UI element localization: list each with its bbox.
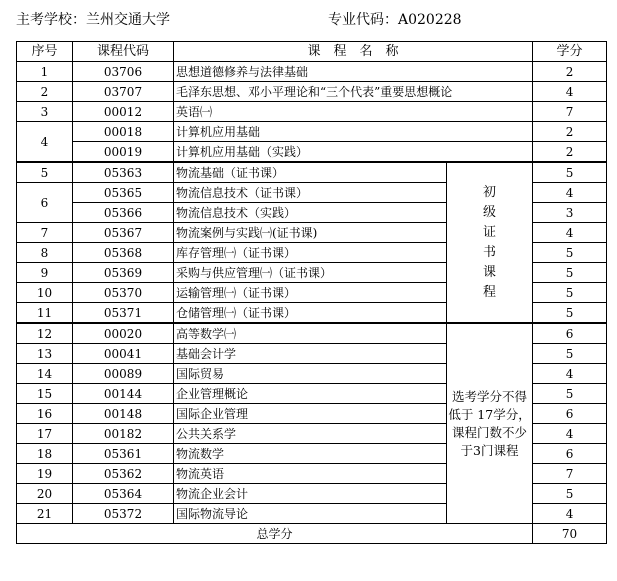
- row-no: 10: [17, 283, 73, 303]
- row-no: 5: [17, 162, 73, 183]
- row-no: 18: [17, 444, 73, 464]
- table-row: [17, 102, 607, 122]
- row-credit: 5: [533, 303, 607, 324]
- note-char: 书: [483, 244, 497, 260]
- row-course-name: 毛泽东思想、邓小平理论和“三个代表”重要思想概论: [174, 82, 533, 102]
- row-code: 05371: [73, 303, 174, 324]
- row-credit: 5: [533, 344, 607, 364]
- row-no: 1: [17, 62, 73, 82]
- row-course-name: 企业管理概论: [174, 384, 447, 404]
- row-course-name: 仓储管理㈠（证书课）: [174, 303, 447, 324]
- row-course-name: 物流企业会计: [174, 484, 447, 504]
- row-course-name: 国际物流导论: [174, 504, 447, 524]
- row-no: 20: [17, 484, 73, 504]
- row-no: 21: [17, 504, 73, 524]
- major-code-label: 专业代码：A020228: [328, 12, 462, 28]
- row-course-name: 国际贸易: [174, 364, 447, 384]
- table-row: [17, 122, 607, 142]
- row-no: 4: [17, 122, 73, 163]
- row-course-name: 思想道德修养与法律基础: [174, 62, 533, 82]
- row-course-name: 高等数学㈠: [174, 323, 447, 344]
- row-code: 05368: [73, 243, 174, 263]
- row-no: 2: [17, 82, 73, 102]
- row-no: 14: [17, 364, 73, 384]
- row-course-name: 物流英语: [174, 464, 447, 484]
- row-no: 19: [17, 464, 73, 484]
- row-code: 05363: [73, 162, 174, 183]
- row-credit: 5: [533, 243, 607, 263]
- row-credit: 4: [533, 364, 607, 384]
- row-course-name: 英语㈠: [174, 102, 533, 122]
- row-course-name: 计算机应用基础: [174, 122, 533, 142]
- row-code: 05366: [73, 203, 174, 223]
- row-credit: 5: [533, 484, 607, 504]
- table-row: [17, 62, 607, 82]
- course-table: [16, 41, 607, 544]
- row-credit: 4: [533, 223, 607, 243]
- row-credit: 4: [533, 504, 607, 524]
- row-no: 12: [17, 323, 73, 344]
- row-no: 15: [17, 384, 73, 404]
- row-code: 00144: [73, 384, 174, 404]
- row-code: 05370: [73, 283, 174, 303]
- table-row: [17, 142, 607, 163]
- row-code: 05364: [73, 484, 174, 504]
- row-code: 00020: [73, 323, 174, 344]
- row-credit: 5: [533, 384, 607, 404]
- row-no: 13: [17, 344, 73, 364]
- row-course-name: 国际企业管理: [174, 404, 447, 424]
- row-course-name: 采购与供应管理㈠（证书课）: [174, 263, 447, 283]
- row-course-name: 计算机应用基础（实践）: [174, 142, 533, 163]
- row-credit: 3: [533, 203, 607, 223]
- table-row: [17, 323, 607, 344]
- row-code: 00148: [73, 404, 174, 424]
- col-header-name: 课 程 名 称: [174, 42, 533, 62]
- note-char: 证: [483, 224, 497, 240]
- row-course-name: 物流案例与实践㈠(证书课): [174, 223, 447, 243]
- row-no: 3: [17, 102, 73, 122]
- row-course-name: 公共关系学: [174, 424, 447, 444]
- row-credit: 5: [533, 162, 607, 183]
- total-row: [17, 524, 607, 544]
- row-credit: 7: [533, 464, 607, 484]
- row-code: 03706: [73, 62, 174, 82]
- table-row: [17, 82, 607, 102]
- row-code: 00018: [73, 122, 174, 142]
- total-label: 总学分: [17, 524, 533, 544]
- row-credit: 4: [533, 183, 607, 203]
- row-credit: 6: [533, 404, 607, 424]
- total-credit: 70: [533, 524, 607, 544]
- row-course-name: 库存管理㈠（证书课）: [174, 243, 447, 263]
- row-code: 05369: [73, 263, 174, 283]
- col-header-no: 序号: [17, 42, 73, 62]
- row-course-name: 物流数学: [174, 444, 447, 464]
- row-credit: 2: [533, 62, 607, 82]
- row-code: 00182: [73, 424, 174, 444]
- col-header-credit: 学分: [533, 42, 607, 62]
- col-header-code: 课程代码: [73, 42, 174, 62]
- row-code: 05362: [73, 464, 174, 484]
- row-credit: 7: [533, 102, 607, 122]
- row-no: 6: [17, 183, 73, 223]
- table-row: [17, 162, 607, 183]
- row-course-name: 物流基础（证书课）: [174, 162, 447, 183]
- row-code: 00041: [73, 344, 174, 364]
- row-no: 9: [17, 263, 73, 283]
- row-no: 17: [17, 424, 73, 444]
- row-credit: 5: [533, 263, 607, 283]
- row-credit: 5: [533, 283, 607, 303]
- row-code: 05365: [73, 183, 174, 203]
- row-course-name: 运输管理㈠（证书课）: [174, 283, 447, 303]
- row-no: 11: [17, 303, 73, 324]
- row-credit: 2: [533, 142, 607, 163]
- row-course-name: 物流信息技术（证书课）: [174, 183, 447, 203]
- row-code: 05367: [73, 223, 174, 243]
- row-course-name: 物流信息技术（实践）: [174, 203, 447, 223]
- row-credit: 4: [533, 82, 607, 102]
- row-code: 05372: [73, 504, 174, 524]
- row-credit: 6: [533, 444, 607, 464]
- note-char: 课: [483, 264, 497, 280]
- row-code: 00012: [73, 102, 174, 122]
- note-char: 初: [483, 184, 497, 200]
- row-no: 16: [17, 404, 73, 424]
- row-code: 00019: [73, 142, 174, 163]
- certificate-course-note: [447, 162, 533, 323]
- row-no: 8: [17, 243, 73, 263]
- school-label: 主考学校：兰州交通大学: [16, 12, 170, 28]
- note-char: 程: [483, 284, 497, 300]
- row-code: 03707: [73, 82, 174, 102]
- note-char: 级: [483, 204, 497, 220]
- elective-requirement-note: 选考学分不得低于 17学分，课程门数不少于3门课程: [447, 323, 533, 524]
- row-credit: 4: [533, 424, 607, 444]
- table-header-row: [17, 42, 607, 62]
- row-no: 7: [17, 223, 73, 243]
- row-credit: 2: [533, 122, 607, 142]
- row-course-name: 基础会计学: [174, 344, 447, 364]
- row-code: 00089: [73, 364, 174, 384]
- row-credit: 6: [533, 323, 607, 344]
- row-code: 05361: [73, 444, 174, 464]
